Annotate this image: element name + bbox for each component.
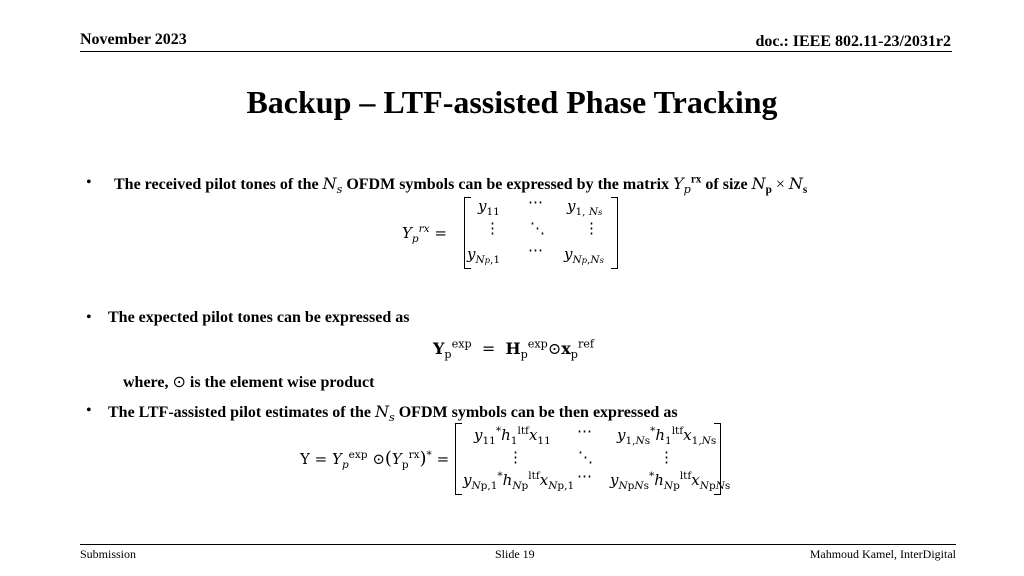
where-text: is the element wise product: [185, 374, 375, 391]
matrix-cell: $y_{11}^*h_1^{ltf}x_{11}$: [474, 425, 551, 447]
equals-sign: =: [436, 450, 450, 468]
bullet-text: OFDM symbols can be then expressed as: [394, 404, 678, 421]
footer-author: Mahmoud Kamel, InterDigital: [809, 547, 956, 561]
odot-symbol: ⊙: [172, 374, 186, 391]
vdots-symbol: ⋮: [659, 448, 674, 466]
hdots-symbol: ⋯: [577, 422, 592, 440]
equals-sign: =: [434, 224, 447, 242]
bullet-expected-pilots: The expected pilot tones can be expressed as: [108, 309, 410, 326]
bullet-ltf-estimates: The LTF-assisted pilot estimates of the $N_s$ OFDM symbols can be then expressed as: [108, 402, 678, 425]
matrix-cell: $y_{11}$: [478, 197, 500, 218]
bullet-marker: •: [86, 402, 92, 419]
hdots-symbol: ⋯: [528, 241, 543, 259]
times-symbol: ×: [775, 176, 785, 193]
equals-sign: =: [481, 339, 496, 358]
vdots-symbol: ⋮: [584, 219, 599, 237]
footer-submission: Submission: [80, 547, 137, 561]
equation-ltf-lhs: $Y = Y_p^{exp}$ $⊙(Y_p^{rx})^*$ =: [300, 448, 450, 471]
bullet-marker: •: [86, 309, 92, 326]
bullet-received-pilots: The received pilot tones of the $N_s$ OFDM symbols can be expressed by the matrix $Y_p^{rx}$ of size $N_p \times N_s$: [114, 173, 808, 197]
footer-rule: [80, 544, 956, 545]
matrix-cell: $y_{1, Ns}$: [567, 197, 603, 218]
hdots-symbol: ⋯: [528, 193, 543, 211]
vdots-symbol: ⋮: [508, 448, 523, 466]
matrix-bracket-right: [611, 197, 618, 269]
bullet-text: The LTF-assisted pilot estimates of the: [108, 404, 375, 421]
equals-sign: =: [314, 450, 328, 468]
matrix-cell: $y_{Np,1}$: [467, 245, 501, 266]
footer-slide-number: Slide 19: [495, 547, 535, 561]
header-doc-id: doc.: IEEE 802.11-23/2031r2: [755, 33, 951, 50]
bullet-text: OFDM symbols can be expressed by the matrix: [342, 176, 674, 193]
slide-title: Backup – LTF-assisted Phase Tracking: [246, 84, 778, 120]
bullet-text: The received pilot tones of the: [114, 176, 323, 193]
ddots-symbol: ⋱: [530, 219, 545, 237]
matrix-cell: $y_{Np,Ns}$: [564, 245, 604, 266]
matrix-cell: $y_{1,Ns}^*h_1^{ltf}x_{1,Ns}$: [617, 425, 717, 447]
where-text: where,: [123, 374, 173, 391]
odot-symbol: ⊙: [372, 450, 385, 468]
matrix-cell: $y_{NpNs}^*h_{Np}^{ltf}x_{NpNs}$: [610, 470, 731, 492]
matrix-bracket-left: [455, 423, 462, 495]
ddots-symbol: ⋱: [578, 448, 593, 466]
vdots-symbol: ⋮: [485, 219, 500, 237]
header-date: November 2023: [80, 31, 187, 48]
equation-expected-pilots: $Y_p^{exp}$ = $H_p^{exp}⊙x_p^{ref}$: [433, 337, 595, 362]
where-note: [123, 372, 374, 392]
matrix-cell: $y_{Np,1}^*h_{Np}^{ltf}x_{Np,1}$: [463, 470, 575, 492]
odot-symbol: ⊙: [547, 339, 562, 358]
header-rule: [80, 51, 952, 52]
hdots-symbol: ⋯: [577, 467, 592, 485]
bullet-text: of size: [701, 176, 752, 193]
bullet-marker: •: [86, 174, 92, 191]
matrix-yp-rx-lhs: $Y_p^{rx}$ =: [402, 223, 447, 245]
